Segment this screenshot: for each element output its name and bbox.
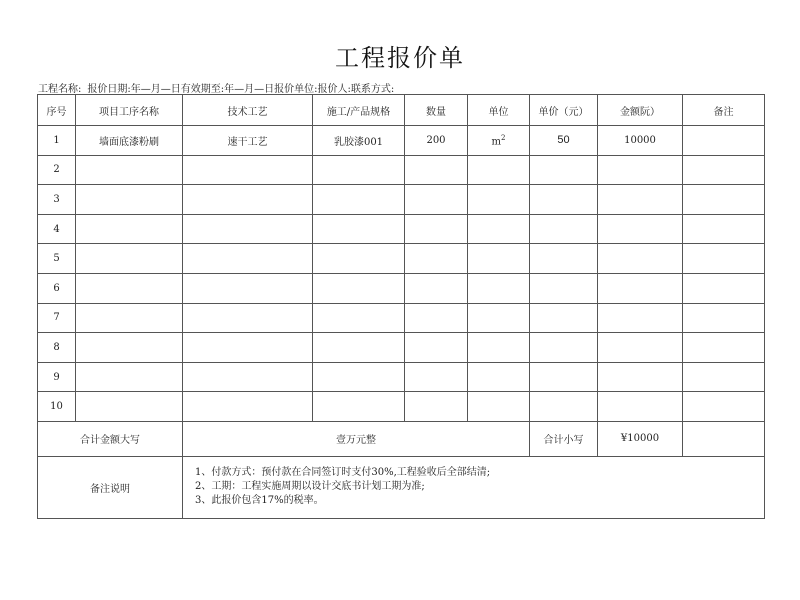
cell-price <box>530 303 598 333</box>
unit-superscript: 2 <box>501 133 506 142</box>
cell-spec <box>313 185 405 215</box>
cell-no: 3 <box>38 185 76 215</box>
header-cell-no: 序号 <box>38 95 76 126</box>
cell-spec <box>313 273 405 303</box>
header-cell-remark: 备注 <box>683 95 765 126</box>
cell-spec <box>313 244 405 274</box>
header-cell-name: 项目工序名称 <box>76 95 183 126</box>
cell-qty <box>405 392 468 422</box>
cell-price: 50 <box>530 126 598 156</box>
notes-row <box>38 456 765 518</box>
cell-price <box>530 392 598 422</box>
cell-amount <box>598 155 683 185</box>
cell-qty <box>405 362 468 392</box>
cell-name <box>76 362 183 392</box>
total-lower-label: 合计小写 <box>530 421 598 456</box>
cell-unit <box>468 333 530 363</box>
header-cell-qty: 数量 <box>405 95 468 126</box>
cell-unit <box>468 362 530 392</box>
cell-no: 4 <box>38 214 76 244</box>
table-row <box>38 392 765 422</box>
cell-no: 10 <box>38 392 76 422</box>
cell-unit <box>468 185 530 215</box>
notes-content <box>183 456 765 518</box>
table-row <box>38 273 765 303</box>
cell-qty <box>405 155 468 185</box>
table-row <box>38 362 765 392</box>
cell-name <box>76 244 183 274</box>
cell-tech <box>183 392 313 422</box>
notes-line: 1、付款方式：预付款在合同签订时支付30%,工程验收后全部结清; <box>195 467 491 479</box>
cell-qty <box>405 303 468 333</box>
unit-base: m <box>491 135 501 147</box>
cell-spec: 乳胶漆001 <box>313 126 405 156</box>
cell-remark <box>683 244 765 274</box>
table-row <box>38 303 765 333</box>
notes-line: 2、工期：工程实施周期以设计交底书计划工期为准; <box>195 481 425 493</box>
cell-price <box>530 185 598 215</box>
header-cell-amount: 金额阮） <box>598 95 683 126</box>
table-row <box>38 155 765 185</box>
cell-name <box>76 185 183 215</box>
total-remark <box>683 421 765 456</box>
cell-no: 7 <box>38 303 76 333</box>
cell-price <box>530 333 598 363</box>
cell-unit <box>468 126 530 156</box>
cell-tech <box>183 303 313 333</box>
cell-amount <box>598 392 683 422</box>
table-header-row <box>38 95 765 126</box>
cell-remark <box>683 155 765 185</box>
cell-remark <box>683 214 765 244</box>
total-row <box>38 421 765 456</box>
cell-price <box>530 214 598 244</box>
header-cell-unit: 单位 <box>468 95 530 126</box>
cell-no: 2 <box>38 155 76 185</box>
cell-spec <box>313 155 405 185</box>
cell-amount <box>598 333 683 363</box>
cell-unit <box>468 303 530 333</box>
cell-name <box>76 273 183 303</box>
notes-label: 备注说明 <box>38 456 183 518</box>
header-info-line <box>38 80 400 95</box>
cell-name <box>76 155 183 185</box>
cell-unit <box>468 155 530 185</box>
cell-unit <box>468 392 530 422</box>
cell-no: 5 <box>38 244 76 274</box>
table-row <box>38 333 765 363</box>
cell-unit <box>468 244 530 274</box>
cell-remark <box>683 303 765 333</box>
cell-unit <box>468 273 530 303</box>
cell-tech <box>183 155 313 185</box>
cell-amount <box>598 273 683 303</box>
cell-remark <box>683 333 765 363</box>
cell-spec <box>313 362 405 392</box>
cell-remark <box>683 362 765 392</box>
cell-qty: 200 <box>405 126 468 156</box>
total-upper-label: 合计金额大写 <box>38 421 183 456</box>
cell-remark <box>683 392 765 422</box>
cell-unit <box>468 214 530 244</box>
cell-amount <box>598 362 683 392</box>
total-lower-value: ¥10000 <box>598 421 683 456</box>
cell-tech: 速干工艺 <box>183 126 313 156</box>
cell-spec <box>313 392 405 422</box>
cell-name <box>76 392 183 422</box>
cell-remark <box>683 185 765 215</box>
cell-spec <box>313 214 405 244</box>
cell-tech <box>183 333 313 363</box>
header-cell-spec: 施工/产品规格 <box>313 95 405 126</box>
cell-amount: 10000 <box>598 126 683 156</box>
cell-amount <box>598 185 683 215</box>
quote-table <box>37 94 765 519</box>
cell-price <box>530 244 598 274</box>
cell-qty <box>405 185 468 215</box>
table-row <box>38 126 765 156</box>
cell-name: 墙面底漆粉刷 <box>76 126 183 156</box>
table-row <box>38 185 765 215</box>
total-upper-value: 壹万元整 <box>183 421 530 456</box>
cell-name <box>76 303 183 333</box>
cell-tech <box>183 273 313 303</box>
cell-qty <box>405 333 468 363</box>
cell-no: 9 <box>38 362 76 392</box>
table-row <box>38 244 765 274</box>
cell-no: 8 <box>38 333 76 363</box>
cell-remark <box>683 126 765 156</box>
cell-tech <box>183 244 313 274</box>
cell-name <box>76 214 183 244</box>
cell-amount <box>598 244 683 274</box>
cell-spec <box>313 303 405 333</box>
document-title: 工程报价单 <box>335 44 465 72</box>
header-cell-tech: 技术工艺 <box>183 95 313 126</box>
notes-line: 3、此报价包含17%的税率。 <box>195 495 324 507</box>
quote-date-info: 报价日期:年—月—日有效期至:年—月—日报价单位:报价人:联系方式: <box>87 84 395 95</box>
cell-price <box>530 362 598 392</box>
cell-spec <box>313 333 405 363</box>
cell-qty <box>405 244 468 274</box>
cell-amount <box>598 214 683 244</box>
cell-tech <box>183 214 313 244</box>
cell-no: 6 <box>38 273 76 303</box>
cell-tech <box>183 185 313 215</box>
cell-name <box>76 333 183 363</box>
cell-qty <box>405 214 468 244</box>
project-name-label: 工程名称: <box>38 84 82 95</box>
header-cell-price: 单价（元） <box>530 95 598 126</box>
cell-no: 1 <box>38 126 76 156</box>
cell-amount <box>598 303 683 333</box>
cell-remark <box>683 273 765 303</box>
table-row <box>38 214 765 244</box>
cell-price <box>530 273 598 303</box>
cell-qty <box>405 273 468 303</box>
cell-price <box>530 155 598 185</box>
cell-tech <box>183 362 313 392</box>
